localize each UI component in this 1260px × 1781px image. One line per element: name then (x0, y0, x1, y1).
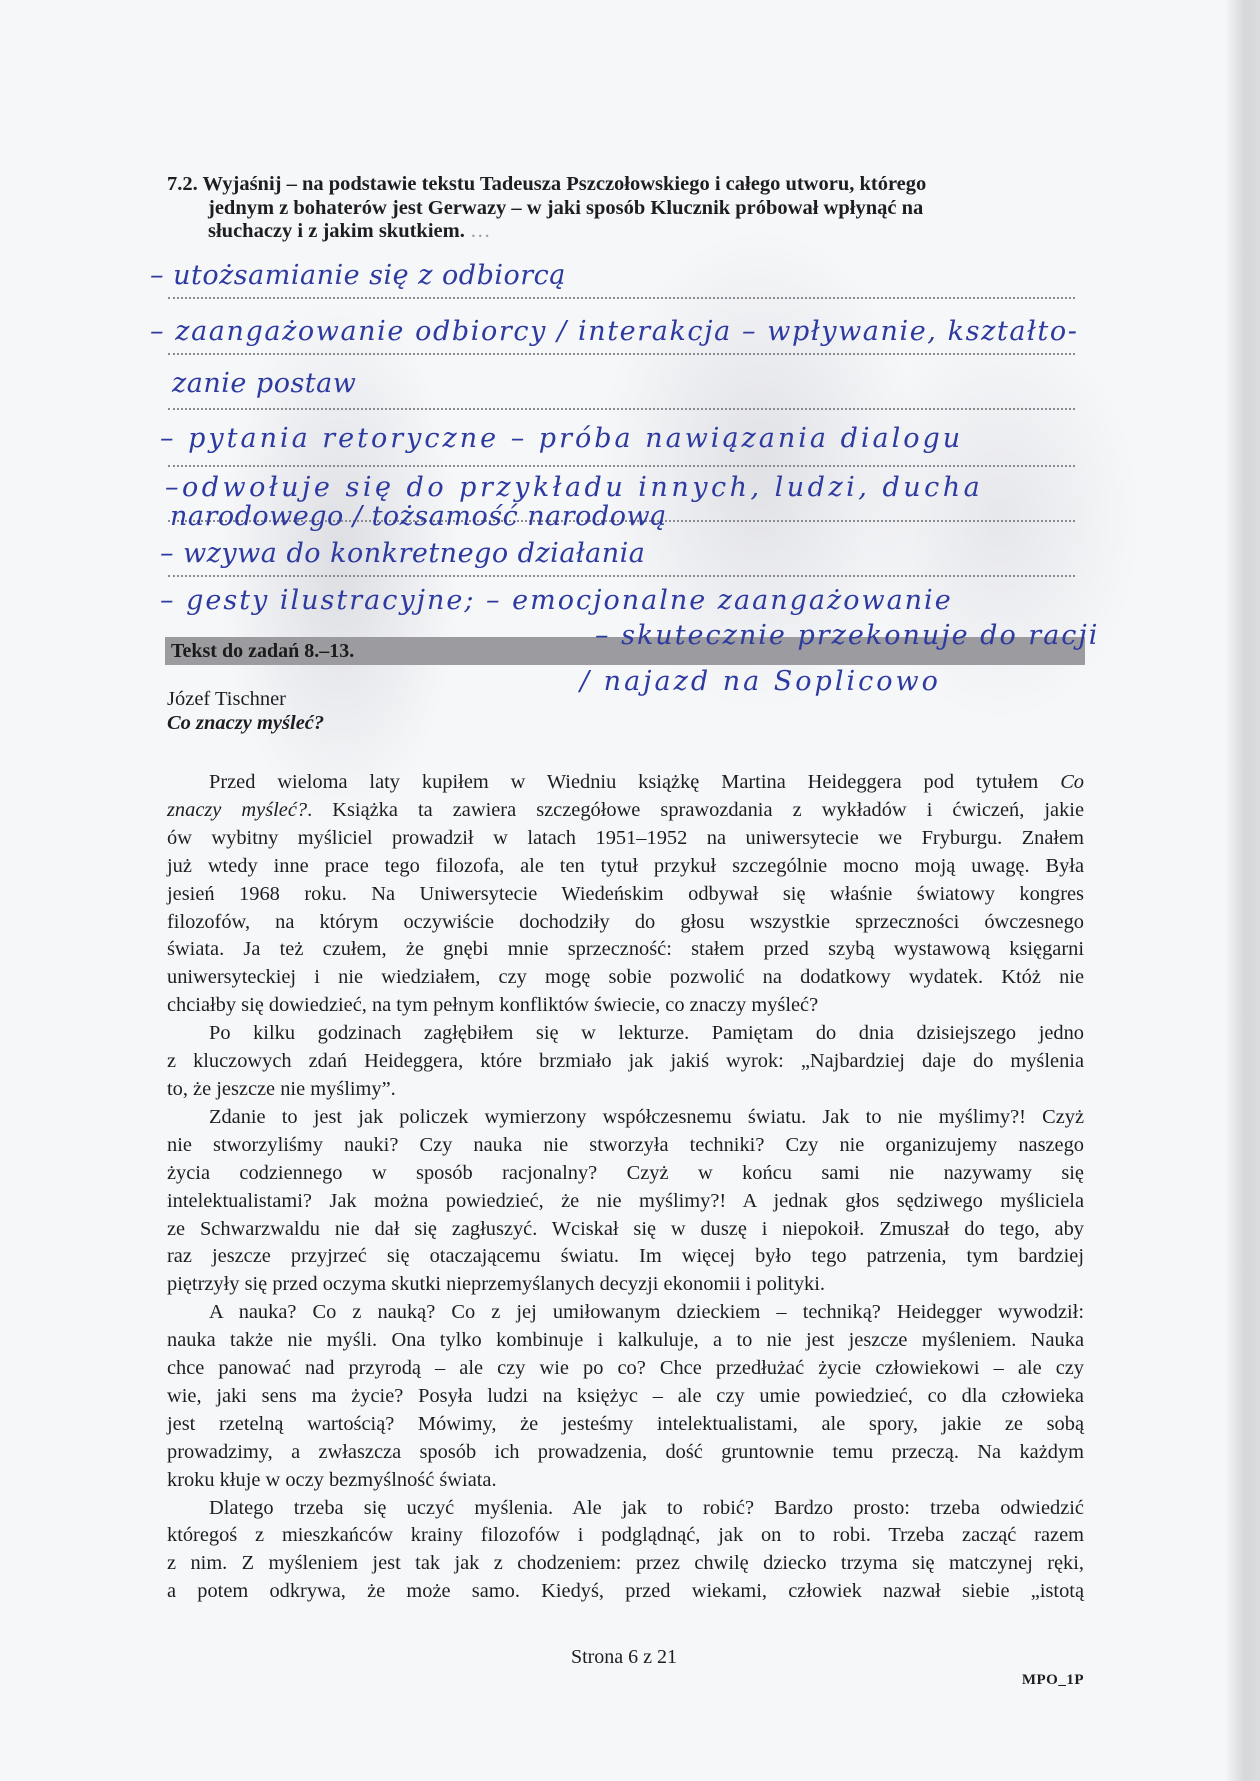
text-line (167, 1076, 1084, 1104)
answer-line (168, 408, 1075, 410)
text-segment: a potem odkrywa, że może samo. Kiedyś, przed wiekami, człowiek nazwał siebie „istotą (167, 1580, 1084, 1603)
text-segment: któregoś z mieszkańców krainy filozofów i podglądnąć, jak on to robi. Trzeba zacząć razem (167, 1524, 1084, 1547)
text-line (167, 853, 1084, 881)
author: Józef Tischner (167, 688, 287, 710)
text-segment: intelektualistami? Jak można powiedzieć, że nie myślimy?! A jednak głos sędziwego myśliciela (167, 1189, 1084, 1212)
text-segment: z kluczowych zdań Heideggera, które brzmiało jak jakiś wyrok: „Najbardziej daje do myślenia (167, 1050, 1084, 1073)
answer-line (168, 465, 1075, 467)
answer-line (168, 353, 1075, 355)
text-segment: . Książka ta zawiera szczegółowe sprawozdania z wykładów i ćwiczeń, jakie (307, 798, 1084, 821)
paragraph (167, 1495, 1084, 1607)
text-segment: Po kilku godzinach zagłębiłem się w lekturze. Pamiętam do dnia dzisiejszego jedno (209, 1022, 1084, 1045)
text-line (167, 1383, 1084, 1411)
answer-line (168, 575, 1075, 577)
text-line (167, 797, 1084, 825)
text-segment: Zdanie to jest jak policzek wymierzony współczesnemu światu. Jak to nie myślimy?! Czyż (209, 1105, 1084, 1128)
handwritten-answer-line: – wzywa do konkretnego działania (160, 538, 646, 569)
text-line (167, 1243, 1084, 1271)
text-line (167, 1439, 1084, 1467)
handwritten-answer-line: narodowego / tożsamość narodową (170, 501, 667, 532)
italic-title-text: Co (1060, 771, 1084, 793)
work-title: Co znaczy myśleć? (167, 712, 325, 734)
text-segment: już wtedy inne prace tego filozofa, ale ten tytuł przykuł szczególnie mocno moją uwagę. Była (167, 854, 1084, 877)
text-line (167, 936, 1084, 964)
text-line (167, 1467, 1084, 1495)
text-segment: A nauka? Co z nauką? Co z jej umiłowanym dzieckiem – techniką? Heidegger wywodził: (209, 1301, 1084, 1324)
handwritten-answer-line: – skutecznie przekonuje do racji (595, 620, 1100, 651)
text-segment: świata. Ja też czułem, że gnębi mnie sprzeczność: stałem przed szybą wystawową księgarni (167, 938, 1084, 961)
question-7-2 (167, 173, 1087, 244)
text-segment: z nim. Z myśleniem jest tak jak z chodzeniem: przez chwilę dziecko trzyma się matczynej ręki, (167, 1552, 1084, 1575)
text-segment: Przed wieloma laty kupiłem w Wiedniu książkę Martina Heideggera pod tytułem (209, 771, 1061, 793)
text-line (167, 1578, 1084, 1606)
text-segment: wie, jaki sens ma życie? Posyła ludzi na księżyc – ale czy umie powiedzieć, co dla człowieka (167, 1384, 1084, 1407)
handwritten-answer-line: – zaangażowanie odbiorcy / interakcja – wpływanie, kształto- (150, 316, 1079, 347)
handwritten-answer-line: – utożsamianie się z odbiorcą (150, 260, 566, 291)
paragraph (167, 1020, 1084, 1104)
reading-text (167, 769, 1084, 1606)
text-line (167, 1299, 1084, 1327)
text-line (167, 1271, 1084, 1299)
text-segment: prowadzimy, a zwłaszcza sposób ich prowadzenia, dość gruntownie temu przeczą. Na każdym (167, 1440, 1084, 1463)
handwritten-answer-line: – pytania retoryczne – próba nawiązania dialogu (160, 423, 964, 454)
text-segment: raz jeszcze przyjrzeć się otaczającemu światu. Im więcej było tego patrzenia, tym bardziej (167, 1245, 1084, 1268)
text-line (167, 1355, 1084, 1383)
page-number-label: Strona 6 z 21 (570, 1646, 678, 1668)
paragraph (167, 769, 1084, 1020)
text-line (167, 1160, 1084, 1188)
question-line: słuchaczy i z jakim skutkiem. (208, 220, 465, 242)
text-segment: piętrzyły się przed oczyma skutki nieprzemyślanych decyzji ekonomii i polityki. (167, 1273, 825, 1296)
text-line (167, 881, 1084, 909)
text-line (167, 1132, 1084, 1160)
text-line (167, 825, 1084, 853)
text-line (167, 1522, 1084, 1550)
text-line (167, 1020, 1084, 1048)
text-line (167, 1104, 1084, 1132)
text-segment: uniwersyteckiej i nie wiedziałem, czy mogę sobie pozwolić na dodatkowy wydatek. Któż nie (167, 966, 1084, 989)
question-line: 7.2. Wyjaśnij – na podstawie tekstu Tadeusza Pszczołowskiego i całego utworu, którego (167, 173, 927, 195)
text-line (167, 964, 1084, 992)
text-segment: nauka także nie myśli. Ona tylko kombinuje i kalkuluje, a to nie jest jeszcze myśleniem. Nauka (167, 1329, 1084, 1352)
text-line (167, 1495, 1084, 1523)
answer-line (168, 297, 1075, 299)
text-segment: kroku kłuje w oczy bezmyślność świata. (167, 1468, 497, 1491)
handwritten-answer-line: / najazd na Soplicowo (580, 666, 941, 697)
exam-code: MPO_1P (1021, 1672, 1084, 1688)
handwritten-answer-line: –odwołuje się do przykładu innych, ludzi, ducha (165, 472, 984, 503)
text-line (167, 769, 1084, 797)
section-banner-label: Tekst do zadań 8.–13. (171, 640, 355, 662)
text-segment: filozofów, na którym oczywiście dochodziły do głosu wszystkie sprzeczności ówczesnego (167, 910, 1084, 933)
question-line: jednym z bohaterów jest Gerwazy – w jaki sposób Klucznik próbował wpłynąć na (208, 196, 924, 219)
text-segment: nie stworzyliśmy nauki? Czy nauka nie stworzyła techniki? Czy nie organizujemy naszego (167, 1133, 1084, 1156)
text-line (167, 1550, 1084, 1578)
text-segment: chce panować nad przyrodą – ale czy wie po co? Chce przedłużać życie człowiekowi – ale czy (167, 1357, 1084, 1380)
text-line (167, 992, 1084, 1020)
text-line (167, 909, 1084, 937)
text-segment: jest rzetelną wartością? Mówimy, że jesteśmy intelektualistami, ale spory, jakie ze sobą (167, 1412, 1084, 1435)
text-line (167, 1327, 1084, 1355)
text-line (167, 1188, 1084, 1216)
text-segment: ów wybitny myśliciel prowadził w latach 1951–1952 na uniwersytecie we Fryburgu. Znałem (167, 826, 1084, 849)
text-line (167, 1216, 1084, 1244)
paragraph (167, 1299, 1084, 1494)
text-segment: to, że jeszcze nie myślimy”. (167, 1077, 396, 1100)
text-segment: Dlatego trzeba się uczyć myślenia. Ale jak to robić? Bardzo prosto: trzeba odwiedzić (209, 1496, 1084, 1519)
paragraph (167, 1104, 1084, 1299)
text-segment: chciałby się dowiedzieć, na tym pełnym konfliktów świecie, co znaczy myśleć? (167, 994, 819, 1017)
handwritten-answer-line: zanie postaw (172, 368, 357, 399)
question-trail: … (469, 220, 491, 242)
text-segment: życia codziennego w sposób racjonalny? Czyż w końcu sami nie nazywamy się (167, 1161, 1084, 1184)
text-line (167, 1411, 1084, 1439)
italic-title-text: znaczy myśleć? (167, 798, 308, 821)
text-line (167, 1048, 1084, 1076)
handwritten-answer-line: – gesty ilustracyjne; – emocjonalne zaangażowanie (160, 585, 953, 616)
text-segment: jesień 1968 roku. Na Uniwersytecie Wiedeńskim odbywał się właśnie światowy kongres (167, 882, 1084, 905)
page-number (0, 1646, 1260, 1669)
text-segment: ze Schwarzwaldu nie dał się zagłuszyć. Wciskał się w duszę i niepokoił. Zmuszał do tego, aby (167, 1217, 1084, 1240)
